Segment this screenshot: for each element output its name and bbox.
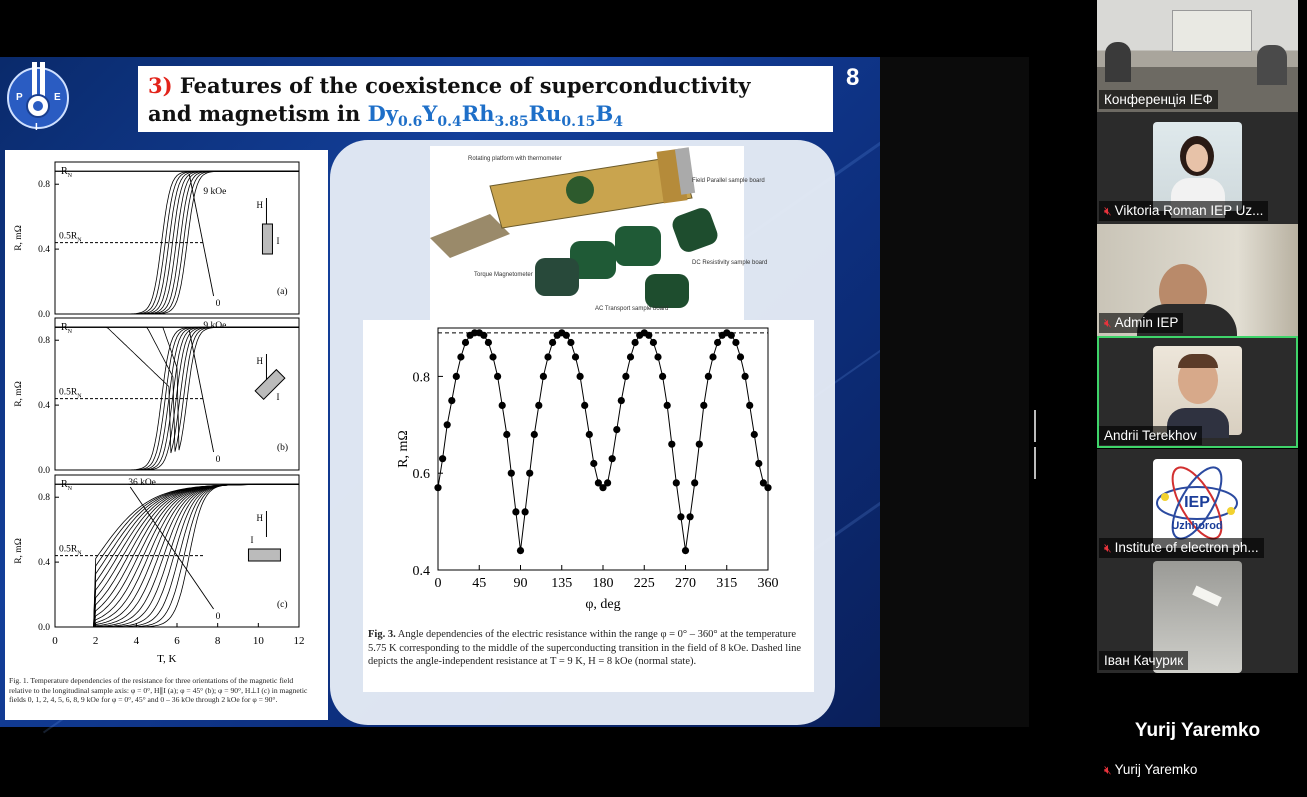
figure-1-caption: Fig. 1. Temperature dependencies of the resistance for three orientations of the magnetic field relative to the longitudinal sample axis: φ = 0°, H∥I (a); φ = 45° (b); φ = 90°, H⊥I (c) in magnetic fields 0, 1, 2, 4, 5, 6, 8, 9 kOe for φ = 0°, 45° and 0 – 36 kOe through 2 kOe for φ = 90°. xyxy=(9,676,308,705)
y-tick-label: 0.8 xyxy=(38,336,50,347)
x-axis-label: φ, deg xyxy=(585,597,621,612)
data-point xyxy=(535,402,542,409)
formula-subscript: 3.85 xyxy=(494,114,529,131)
y-tick-label: 0.8 xyxy=(38,180,50,191)
data-point xyxy=(508,470,515,477)
y-tick-label: 0.0 xyxy=(38,466,50,476)
panel-tag: (a) xyxy=(277,287,288,297)
x-tick-label: 10 xyxy=(252,635,264,647)
data-point xyxy=(485,339,492,346)
x-tick-label: 2 xyxy=(92,635,99,647)
x-tick-label: 225 xyxy=(633,576,655,591)
panel-resize-handle[interactable] xyxy=(1034,410,1040,442)
participants-sidebar xyxy=(1097,0,1298,797)
participant-tile[interactable] xyxy=(1097,336,1298,448)
data-point xyxy=(609,455,616,462)
data-point xyxy=(526,470,533,477)
formula-subscript: 0.6 xyxy=(398,114,423,131)
y-tick-label: 0.4 xyxy=(38,245,50,256)
data-point xyxy=(732,339,739,346)
logo-letter: P xyxy=(16,92,23,103)
x-tick-label: 180 xyxy=(592,576,614,591)
participant-tile[interactable] xyxy=(1097,449,1298,561)
figure-3-caption xyxy=(368,628,813,669)
x-tick-label: 12 xyxy=(293,635,305,647)
participant-name-tag xyxy=(1099,90,1218,109)
institute-logo xyxy=(4,60,72,134)
formula-subscript: 0.4 xyxy=(437,114,462,131)
current-label: I xyxy=(276,392,280,402)
participant-tile[interactable] xyxy=(1097,561,1298,673)
sample-shape xyxy=(255,370,285,400)
participant-name: Конференція ІЕФ xyxy=(1104,92,1213,107)
data-point xyxy=(453,373,460,380)
chemical-formula xyxy=(367,101,623,131)
panel-tag: (b) xyxy=(277,443,289,453)
h-field-label: H xyxy=(256,513,263,523)
formula-element: B xyxy=(595,101,614,126)
y-tick-label: 0.4 xyxy=(38,401,50,412)
y-axis-label: R, mΩ xyxy=(14,225,24,251)
data-point xyxy=(434,484,441,491)
participant-name-tag xyxy=(1099,651,1188,670)
formula-element: Ru xyxy=(528,101,562,126)
x-tick-label: 45 xyxy=(472,576,487,591)
data-point xyxy=(664,402,671,409)
current-label: I xyxy=(276,236,280,246)
caption-text: Angle dependencies of the electric resistance within the range φ = 0° – 360° at the temperature 5.75 K corresponding to the middle of the superconducting transition in the field of 8 kOe. Dashed line depicts the angle-independent resistance at T = 9 K, H = 8 kOe (normal state). xyxy=(368,629,802,667)
data-point xyxy=(696,441,703,448)
participant-name: Admin IEP xyxy=(1114,315,1179,330)
data-point xyxy=(654,353,661,360)
data-point xyxy=(489,353,496,360)
x-tick-label: 0 xyxy=(52,635,58,647)
rn-label: $R_N$ xyxy=(61,322,73,335)
y-tick-label: 0.4 xyxy=(38,558,50,569)
label-rotating-platform: Rotating platform with thermometer xyxy=(468,156,562,162)
muted-mic-icon: 🔇︎ xyxy=(1104,204,1112,218)
data-point xyxy=(581,402,588,409)
angle-dependence-chart xyxy=(363,320,814,620)
data-point xyxy=(444,421,451,428)
zero-field-label: 0 xyxy=(215,612,221,622)
label-field-parallel: Field Parallel sample board xyxy=(692,178,765,184)
logo-letter: E xyxy=(54,92,61,103)
x-tick-label: 360 xyxy=(757,576,779,591)
data-point xyxy=(650,339,657,346)
data-point xyxy=(737,353,744,360)
data-point xyxy=(728,332,735,339)
data-point xyxy=(714,339,721,346)
slide-number: 8 xyxy=(846,64,860,91)
data-point xyxy=(764,484,771,491)
data-point xyxy=(503,431,510,438)
title-number: 3) xyxy=(148,73,173,98)
x-tick-label: 90 xyxy=(513,576,528,591)
x-tick-label: 270 xyxy=(675,576,696,591)
data-point xyxy=(700,402,707,409)
participant-name-tag xyxy=(1099,426,1202,445)
data-point xyxy=(439,455,446,462)
x-tick-label: 0 xyxy=(434,576,442,591)
participant-avatar xyxy=(1153,122,1242,211)
data-point xyxy=(673,479,680,486)
h-field-label: H xyxy=(256,356,263,366)
participant-avatar xyxy=(1153,346,1242,435)
y-axis-label: R, mΩ xyxy=(396,430,411,468)
x-tick-label: 8 xyxy=(214,635,221,647)
data-point xyxy=(544,353,551,360)
y-tick-label: 0.8 xyxy=(412,370,430,386)
zero-field-label: 0 xyxy=(215,455,221,465)
rn-label: $R_N$ xyxy=(61,479,73,492)
formula-element: Y xyxy=(422,101,438,126)
x-tick-label: 135 xyxy=(551,576,573,591)
participant-name-tag xyxy=(1099,760,1202,780)
participant-tile-no-video[interactable] xyxy=(1097,690,1298,790)
series-line xyxy=(438,333,768,551)
data-point xyxy=(577,373,584,380)
participant-name-tag xyxy=(1099,313,1183,333)
x-tick-label: 315 xyxy=(716,576,738,591)
data-point xyxy=(645,332,652,339)
y-axis-label: R, mΩ xyxy=(14,538,24,564)
participant-name-tag xyxy=(1099,538,1264,558)
data-point xyxy=(457,353,464,360)
data-point xyxy=(618,397,625,404)
participant-name-tag xyxy=(1099,201,1268,221)
formula-element: Rh xyxy=(461,101,495,126)
rn-subscript: N xyxy=(67,329,73,335)
data-point xyxy=(586,431,593,438)
participant-name: Yurij Yaremko xyxy=(1114,762,1198,777)
data-point xyxy=(499,402,506,409)
sample-shape xyxy=(248,549,280,561)
field-label: 36 kOe xyxy=(128,478,156,488)
half-rn-subscript: N xyxy=(77,550,82,557)
data-point xyxy=(742,373,749,380)
data-point xyxy=(687,513,694,520)
data-point xyxy=(613,426,620,433)
sample-holder-photo xyxy=(430,146,768,320)
participant-display-name: Yurij Yaremko xyxy=(1134,720,1261,741)
data-point xyxy=(755,460,762,467)
figure-1 xyxy=(5,150,328,720)
rn-label: $R_N$ xyxy=(61,166,73,179)
label-dc-resistivity: DC Resistivity sample board xyxy=(692,260,768,266)
half-rn-label: $0.5R_N$ xyxy=(59,387,82,400)
x-tick-label: 6 xyxy=(174,635,180,647)
data-point xyxy=(590,460,597,467)
participant-name: Andrii Terekhov xyxy=(1104,428,1197,443)
half-rn-subscript: N xyxy=(77,393,82,400)
rn-subscript: N xyxy=(67,173,73,179)
label-ac-transport: AC Transport sample board xyxy=(595,306,669,312)
y-tick-label: 0.0 xyxy=(38,310,50,320)
participant-tile[interactable] xyxy=(1097,224,1298,336)
h-field-label: H xyxy=(256,200,263,210)
data-point xyxy=(632,339,639,346)
data-point xyxy=(668,441,675,448)
data-point xyxy=(540,373,547,380)
data-point xyxy=(746,402,753,409)
data-point xyxy=(622,373,629,380)
rn-subscript: N xyxy=(67,486,73,492)
field-label: 9 kOe xyxy=(203,187,227,197)
data-point xyxy=(659,373,666,380)
data-point xyxy=(627,353,634,360)
data-point xyxy=(549,339,556,346)
y-axis-label: R, mΩ xyxy=(14,381,24,407)
data-point xyxy=(604,479,611,486)
data-point xyxy=(567,339,574,346)
caption-label: Fig. 3. xyxy=(368,629,396,640)
data-point xyxy=(522,508,529,515)
zero-field-label: 0 xyxy=(215,299,221,309)
participant-avatar xyxy=(1153,459,1242,548)
iep-logo-text: IEP xyxy=(1184,494,1210,511)
sample-shape xyxy=(262,224,272,254)
data-point xyxy=(531,431,538,438)
formula-subscript: 4 xyxy=(613,114,623,131)
participant-name: Institute of electron ph... xyxy=(1114,540,1259,555)
title-line-2: and magnetism in xyxy=(148,101,368,126)
x-axis-label: T, K xyxy=(157,653,177,665)
participant-name: Viktoria Roman IEP Uz... xyxy=(1114,203,1264,218)
slide-title xyxy=(138,66,833,132)
participant-tile[interactable] xyxy=(1097,112,1298,224)
label-torque: Torque Magnetometer xyxy=(474,272,533,278)
muted-mic-icon: 🔇︎ xyxy=(1104,541,1112,555)
participant-name: Іван Качурик xyxy=(1104,653,1184,668)
data-point xyxy=(462,339,469,346)
half-rn-label: $0.5R_N$ xyxy=(59,544,82,557)
y-tick-label: 0.0 xyxy=(38,623,50,633)
panel-tag: (c) xyxy=(277,600,288,610)
iep-logo-city: Uzhhorod xyxy=(1171,520,1223,532)
half-rn-label: $0.5R_N$ xyxy=(59,231,82,244)
plot-frame xyxy=(438,328,768,570)
formula-subscript: 0.15 xyxy=(561,114,596,131)
y-tick-label: 0.8 xyxy=(38,493,50,504)
field-arrow xyxy=(189,330,213,452)
field-label: 9 kOe xyxy=(203,321,227,331)
data-point xyxy=(677,513,684,520)
figure-1-plot xyxy=(5,150,328,670)
data-point xyxy=(709,353,716,360)
formula-element: Dy xyxy=(367,101,399,126)
logo-letter: I xyxy=(35,122,38,133)
data-point xyxy=(517,547,524,554)
data-point xyxy=(448,397,455,404)
data-point xyxy=(705,373,712,380)
y-tick-label: 0.6 xyxy=(412,467,430,483)
half-rn-subscript: N xyxy=(77,237,82,244)
muted-mic-icon: 🔇︎ xyxy=(1104,763,1112,777)
data-point xyxy=(751,431,758,438)
data-point xyxy=(682,547,689,554)
muted-mic-icon: 🔇︎ xyxy=(1104,316,1112,330)
participant-tile[interactable] xyxy=(1097,0,1298,112)
data-point xyxy=(512,508,519,515)
data-point xyxy=(480,332,487,339)
data-point xyxy=(572,353,579,360)
y-tick-label: 0.4 xyxy=(412,564,430,579)
x-tick-label: 4 xyxy=(133,635,140,647)
title-line-1: Features of the coexistence of superconductivity xyxy=(172,73,751,98)
shared-screen-margin xyxy=(880,57,1029,727)
data-point xyxy=(691,479,698,486)
data-point xyxy=(563,332,570,339)
figure-3 xyxy=(363,320,814,692)
current-label: I xyxy=(250,535,254,545)
data-point xyxy=(494,373,501,380)
